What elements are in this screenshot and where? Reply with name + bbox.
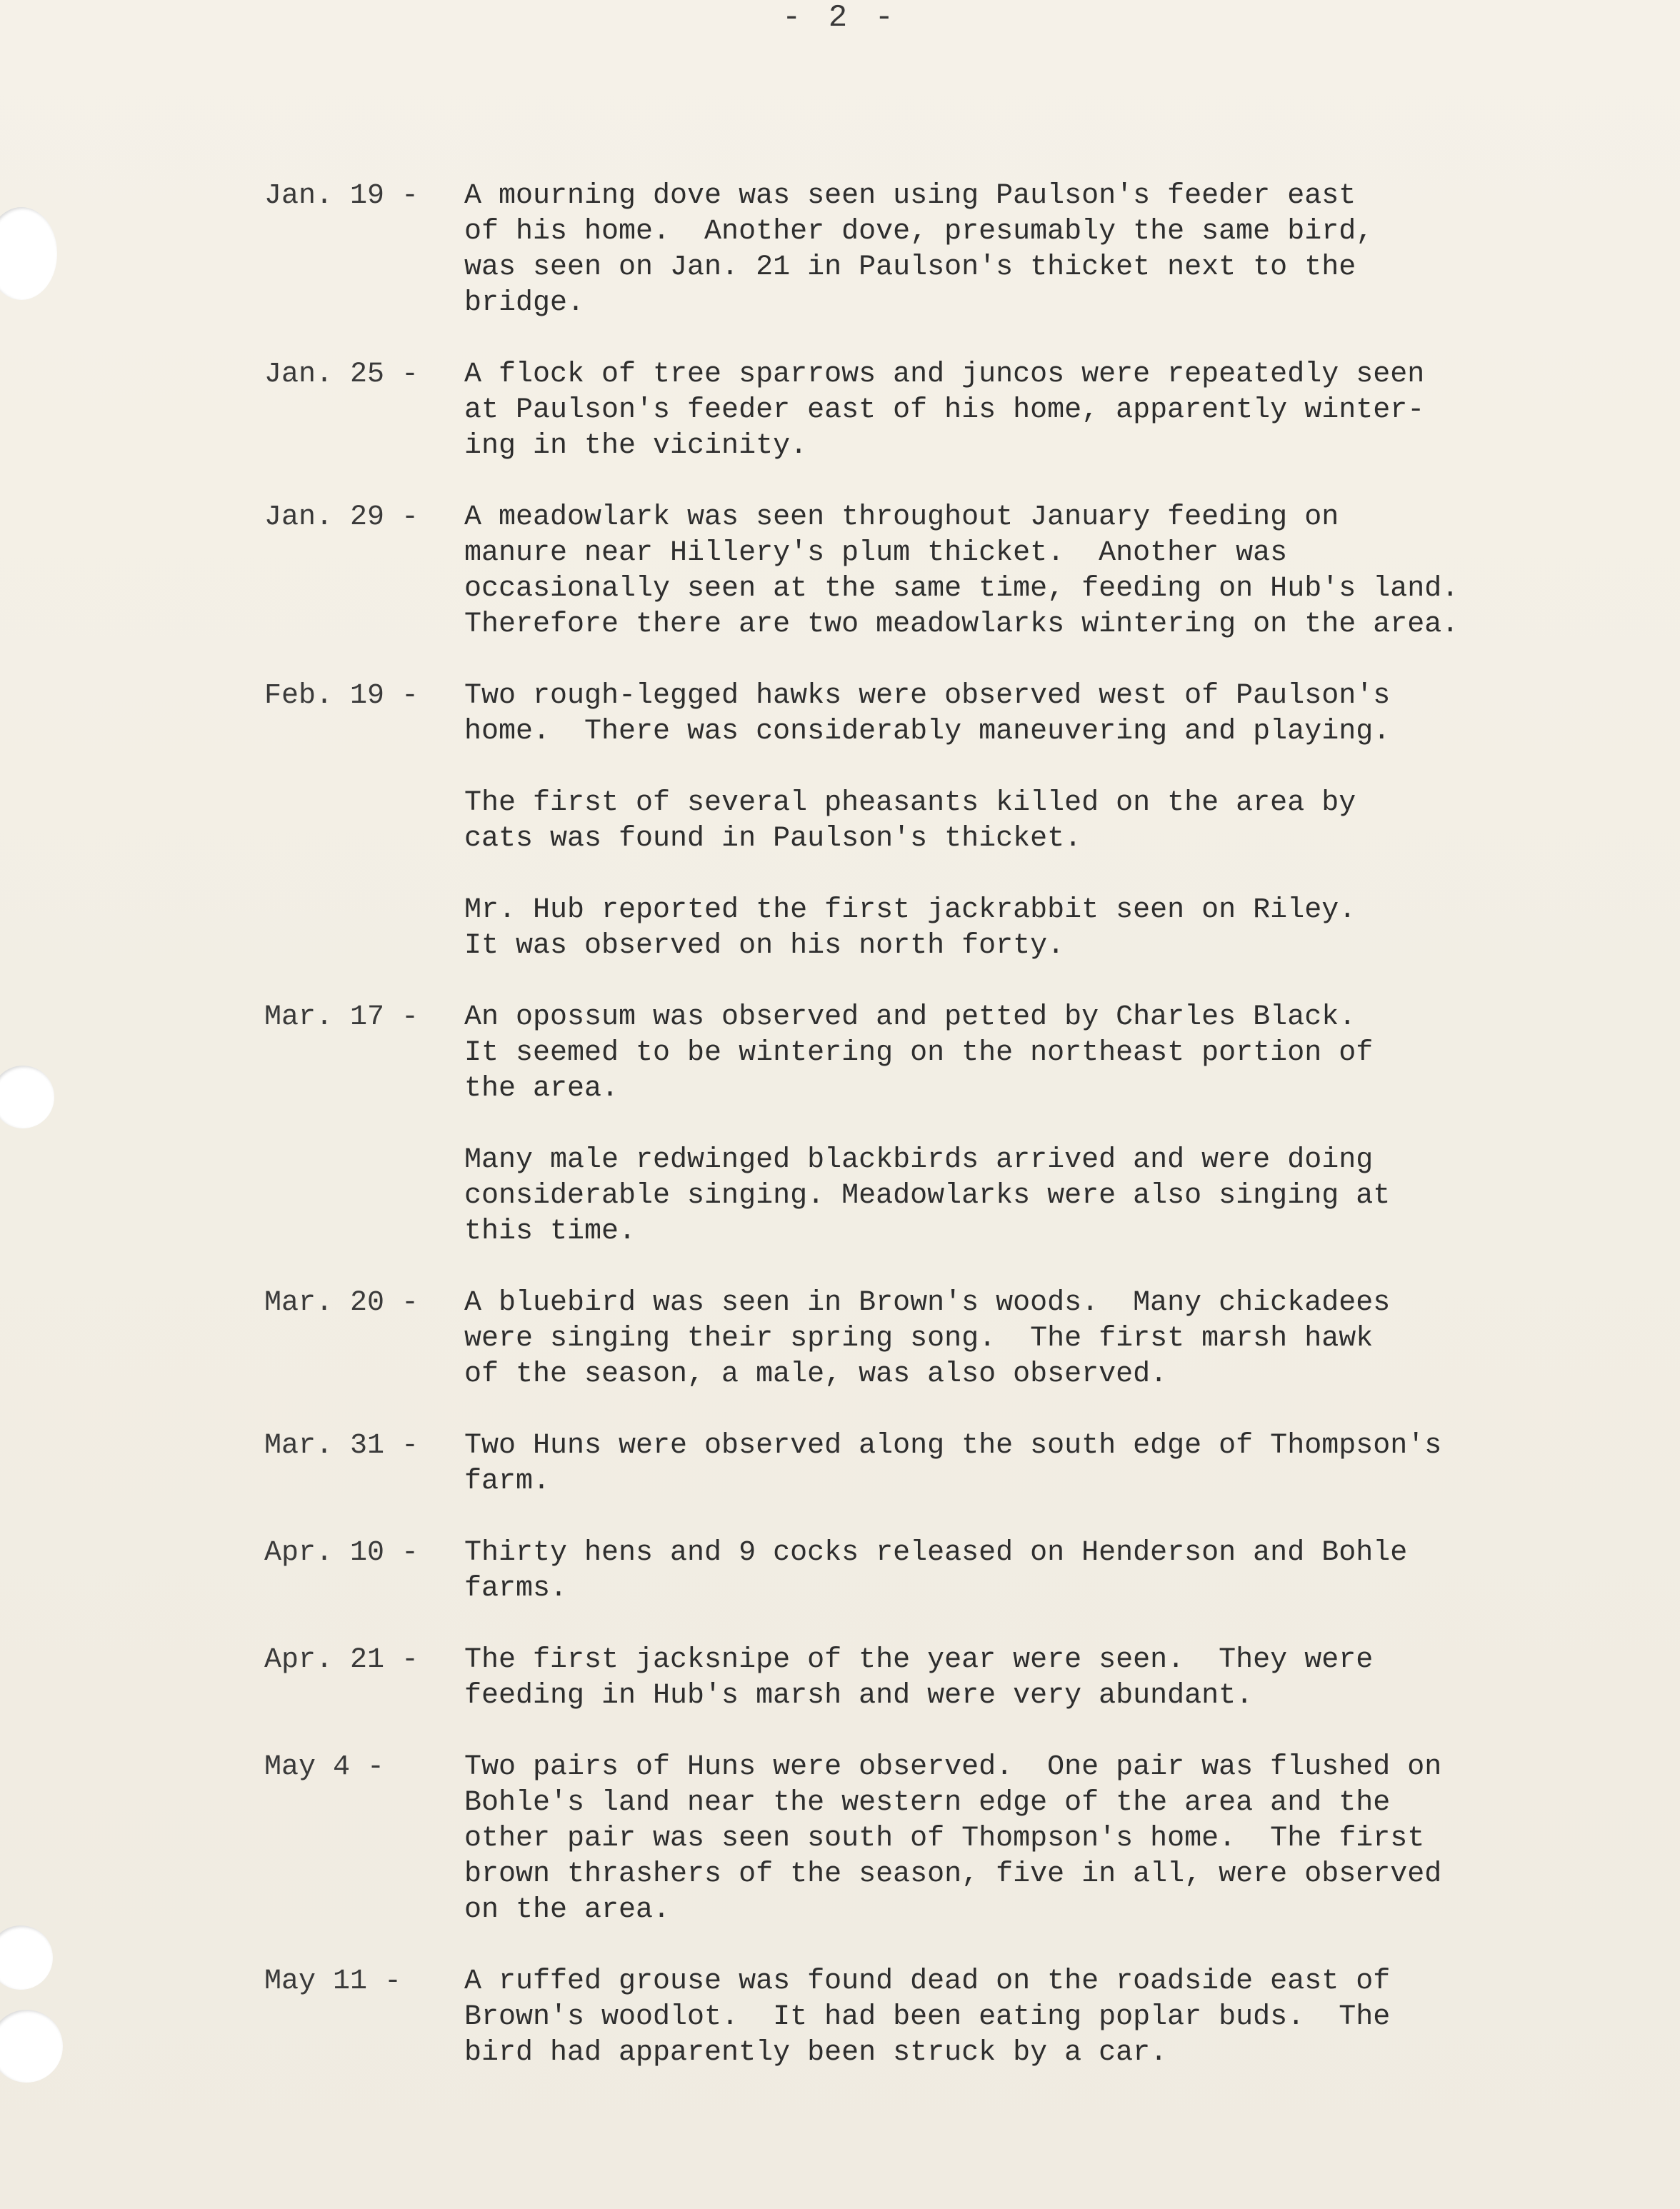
page-number: - 2 - (781, 0, 899, 36)
entry-body (464, 357, 1521, 464)
entry-body (464, 678, 1521, 964)
entry-paragraph (464, 1750, 1521, 1928)
entry-date: Mar. 17 - (264, 1001, 419, 1033)
entry-body (464, 1536, 1521, 1607)
text-line: It was observed on his north forty. (464, 930, 1065, 962)
text-line: Thirty hens and 9 cocks released on Henderson and Bohle (464, 1537, 1408, 1569)
text-line: Many male redwinged blackbirds arrived and were doing (464, 1144, 1374, 1176)
text-line: It seemed to be wintering on the northeast portion of (464, 1037, 1374, 1069)
punch-hole (0, 1066, 54, 1128)
entry-paragraph (464, 1643, 1521, 1714)
text-line: of his home. Another dove, presumably the same bird, (464, 216, 1374, 248)
entry-paragraph (464, 500, 1521, 643)
text-line: farms. (464, 1573, 568, 1605)
log-entry (264, 1643, 1521, 1714)
log-entry (264, 1286, 1521, 1393)
text-line: A mourning dove was seen using Paulson's feeder east (464, 180, 1356, 212)
entry-body (464, 1286, 1521, 1393)
entry-body (464, 179, 1521, 321)
entry-body (464, 1000, 1521, 1250)
text-line: home. There was considerably maneuvering and playing. (464, 716, 1391, 748)
log-entry (264, 678, 1521, 964)
text-line: on the area. (464, 1894, 671, 1926)
entry-body (464, 500, 1521, 643)
log-entry (264, 1964, 1521, 2071)
text-line: brown thrashers of the season, five in all, were observed (464, 1858, 1442, 1890)
entry-body (464, 1750, 1521, 1928)
text-line: The first jacksnipe of the year were seen. They were (464, 1644, 1374, 1676)
text-line: cats was found in Paulson's thicket. (464, 823, 1082, 855)
text-line: bird had apparently been struck by a car. (464, 2037, 1168, 2069)
text-line: A flock of tree sparrows and juncos were repeatedly seen (464, 359, 1425, 391)
text-line: were singing their spring song. The first marsh hawk (464, 1323, 1374, 1355)
entry-paragraph (464, 1000, 1521, 1107)
text-line: A ruffed grouse was found dead on the roadside east of (464, 1965, 1391, 1998)
text-line: A meadowlark was seen throughout January feeding on (464, 501, 1339, 534)
text-line: Two pairs of Huns were observed. One pair was flushed on (464, 1751, 1442, 1783)
entry-date: May 11 - (264, 1965, 402, 1998)
entry-paragraph (464, 357, 1521, 464)
text-line: occasionally seen at the same time, feeding on Hub's land. (464, 573, 1459, 605)
text-line: manure near Hillery's plum thicket. Another was (464, 537, 1288, 569)
text-line: feeding in Hub's marsh and were very abundant. (464, 1680, 1254, 1712)
text-line: farm. (464, 1466, 551, 1498)
entry-paragraph (464, 1428, 1521, 1500)
entry-paragraph (464, 786, 1521, 857)
punch-hole (0, 2010, 63, 2083)
entry-date: May 4 - (264, 1751, 385, 1783)
log-entries (264, 179, 1521, 2107)
text-line: was seen on Jan. 21 in Paulson's thicket next to the (464, 251, 1356, 284)
text-line: the area. (464, 1073, 619, 1105)
punch-hole (0, 207, 57, 300)
log-entry (264, 1428, 1521, 1500)
text-line: ing in the vicinity. (464, 430, 808, 462)
text-line: An opossum was observed and petted by Charles Black. (464, 1001, 1356, 1033)
entry-date: Apr. 10 - (264, 1537, 419, 1569)
entry-date: Mar. 31 - (264, 1430, 419, 1462)
entry-paragraph (464, 179, 1521, 321)
entry-body (464, 1643, 1521, 1714)
entry-paragraph (464, 1964, 1521, 2071)
entry-date: Apr. 21 - (264, 1644, 419, 1676)
text-line: at Paulson's feeder east of his home, apparently winter- (464, 394, 1425, 426)
entry-date: Mar. 20 - (264, 1287, 419, 1319)
text-line: Mr. Hub reported the first jackrabbit seen on Riley. (464, 894, 1356, 926)
log-entry (264, 1536, 1521, 1607)
text-line: A bluebird was seen in Brown's woods. Many chickadees (464, 1287, 1391, 1319)
log-entry (264, 357, 1521, 464)
log-entry (264, 1750, 1521, 1928)
entry-paragraph (464, 1143, 1521, 1250)
entry-date: Feb. 19 - (264, 680, 419, 712)
entry-date: Jan. 19 - (264, 180, 419, 212)
log-entry (264, 179, 1521, 321)
text-line: considerable singing. Meadowlarks were also singing at (464, 1180, 1391, 1212)
text-line: Brown's woodlot. It had been eating poplar buds. The (464, 2001, 1391, 2033)
text-line: The first of several pheasants killed on the area by (464, 787, 1356, 819)
text-line: Bohle's land near the western edge of the area and the (464, 1787, 1391, 1819)
text-line: other pair was seen south of Thompson's home. The first (464, 1823, 1425, 1855)
punch-hole (0, 1925, 53, 1990)
entry-paragraph (464, 1536, 1521, 1607)
text-line: of the season, a male, was also observed. (464, 1358, 1168, 1391)
entry-date: Jan. 29 - (264, 501, 419, 534)
entry-paragraph (464, 893, 1521, 964)
text-line: Therefore there are two meadowlarks wintering on the area. (464, 608, 1459, 641)
entry-paragraph (464, 678, 1521, 750)
entry-paragraph (464, 1286, 1521, 1393)
text-line: Two rough-legged hawks were observed west of Paulson's (464, 680, 1391, 712)
text-line: bridge. (464, 287, 585, 319)
entry-body (464, 1428, 1521, 1500)
log-entry (264, 1000, 1521, 1250)
text-line: this time. (464, 1216, 636, 1248)
entry-body (464, 1964, 1521, 2071)
log-entry (264, 500, 1521, 643)
text-line: Two Huns were observed along the south edge of Thompson's (464, 1430, 1442, 1462)
entry-date: Jan. 25 - (264, 359, 419, 391)
